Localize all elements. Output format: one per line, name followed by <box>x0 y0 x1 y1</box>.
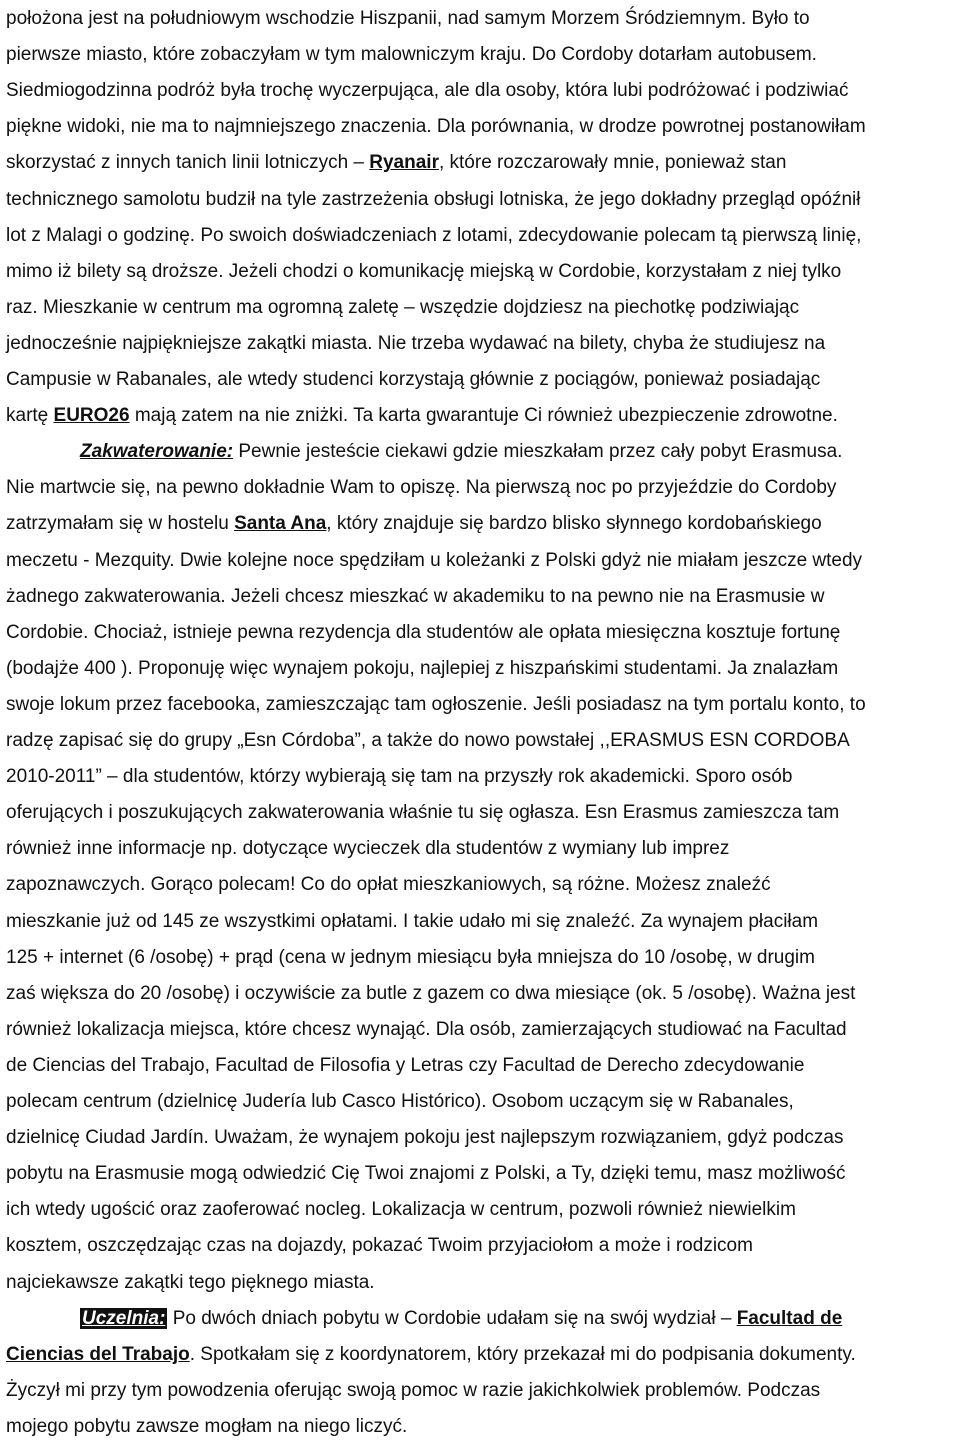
body-text: 2010-2011” – dla studentów, którzy wybierają się tam na przyszły rok akademicki. Sporo osób <box>6 766 793 788</box>
body-text: żadnego zakwaterowania. Jeżeli chcesz mieszkać w akademiku to na pewno nie na Erasmusie w <box>6 585 825 607</box>
body-text: piękne widoki, nie ma to najmniejszego znaczenia. Dla porównania, w drodze powrotnej postanowiłam <box>6 116 866 138</box>
text-line <box>6 947 815 969</box>
underlined-link-text: EURO26 <box>53 405 130 427</box>
body-text: , które rozczarowały mnie, ponieważ stan <box>438 152 787 174</box>
text-line <box>6 838 729 860</box>
body-text: meczetu - Mezquity. Dwie kolejne noce spędziłam u koleżanki z Polski gdyż nie miałam jeszcze wtedy <box>6 549 863 571</box>
text-line <box>6 1344 856 1366</box>
text-line <box>6 8 810 30</box>
text-line <box>6 1308 842 1330</box>
body-text: najciekawsze zakątki tego pięknego miasta. <box>6 1271 375 1293</box>
text-line <box>6 694 866 716</box>
section-heading-highlighted: Uczelnia: <box>82 1307 166 1329</box>
body-text: kosztem, oszczędzając czas na dojazdy, pokazać Twoim przyjaciołom a może i rodzicom <box>6 1235 753 1257</box>
text-line <box>6 116 866 138</box>
body-text: również lokalizacja miejsca, które chcesz wynająć. Dla osób, zamierzających studiować na Facultad <box>6 1018 847 1040</box>
body-text: Pewnie jesteście ciekawi gdzie mieszkałam przez cały pobyt Erasmusa. <box>233 441 843 463</box>
body-text: de Ciencias del Trabajo, Facultad de Filosofia y Letras czy Facultad de Derecho zdecydowanie <box>6 1054 805 1076</box>
body-text: polecam centrum (dzielnicę Judería lub Casco Histórico). Osobom uczącym się w Rabanales, <box>6 1091 794 1112</box>
text-line <box>6 369 820 391</box>
text-line <box>6 477 836 499</box>
text-line <box>6 189 860 211</box>
text-line <box>6 1019 847 1041</box>
text-line <box>6 1055 804 1077</box>
text-line <box>6 513 822 535</box>
body-text: położona jest na południowym wschodzie Hiszpanii, nad samym Morzem Śródziemnym. Było to <box>6 8 810 29</box>
body-text: pierwsze miasto, które zobaczyłam w tym malowniczym kraju. Do Cordoby dotarłam autobusem. <box>6 44 817 66</box>
body-text: pobytu na Erasmusie mogą odwiedzić Cię Twoi znajomi z Polski, a Ty, dzięki temu, masz możliwość <box>6 1163 846 1185</box>
section-heading: Zakwaterowanie: <box>80 441 234 463</box>
body-text: lot z Malagi o godzinę. Po swoich doświadczeniach z lotami, zdecydowanie polecam tą pierwszą linię, <box>6 224 862 246</box>
body-text: swoje lokum przez facebooka, zamieszczając tam ogłoszenie. Jeśli posiadasz na tym portalu konto, to <box>6 693 866 715</box>
underlined-link-text: Santa Ana <box>234 513 327 535</box>
body-text: mają zatem na nie zniżki. Ta karta gwarantuje Ci również ubezpieczenie zdrowotne. <box>129 405 838 427</box>
body-text: 125 + internet (6 /osobę) + prąd (cena w jednym miesiącu była mniejsza do 10 /osobę, w drugim <box>6 946 815 968</box>
text-line <box>6 766 792 788</box>
text-line <box>6 874 771 896</box>
body-text: Życzył mi przy tym powodzenia oferując swoją pomoc w razie jakichkolwiek problemów. Podczas <box>6 1379 821 1401</box>
text-line <box>6 80 848 102</box>
body-text: oferujących i poszukujących zakwaterowania właśnie tu się ogłasza. Esn Erasmus zamieszcza tam <box>6 802 840 824</box>
body-text: zatrzymałam się w hostelu <box>6 513 235 535</box>
text-line <box>6 44 817 66</box>
body-text: zapoznawczych. Gorąco polecam! Co do opłat mieszkaniowych, są różne. Możesz znaleźć <box>6 874 771 896</box>
underlined-link-text: Facultad de <box>736 1307 843 1329</box>
underlined-link-text: Ryanair <box>369 152 439 174</box>
body-text: raz. Mieszkanie w centrum ma ogromną zaletę – wszędzie dojdziesz na piechotkę podziwiając <box>6 296 800 318</box>
text-line <box>6 1091 794 1113</box>
text-line <box>6 333 825 355</box>
body-text: dzielnicę Ciudad Jardín. Uważam, że wynajem pokoju jest najlepszym rozwiązaniem, gdyż podczas <box>6 1127 844 1149</box>
text-line <box>6 802 839 824</box>
text-line <box>6 983 855 1005</box>
text-line <box>6 297 799 319</box>
text-line <box>6 405 838 427</box>
text-line <box>6 911 818 933</box>
body-text: skorzystać z innych tanich linii lotniczych – <box>6 152 370 174</box>
text-line <box>6 1235 753 1257</box>
text-line <box>6 261 841 283</box>
text-line <box>6 658 838 680</box>
text-line <box>6 622 840 644</box>
body-text: mimo iż bilety są droższe. Jeżeli chodzi o komunikację miejską w Cordobie, korzystałam z niej tylko <box>6 260 842 282</box>
text-line <box>6 441 842 463</box>
body-text: , który znajduje się bardzo blisko słynnego kordobańskiego <box>326 513 822 535</box>
body-text: Siedmiogodzinna podróż była trochę wyczerpująca, ale dla osoby, która lubi podróżować i podziwiać <box>6 80 849 102</box>
text-line <box>6 225 861 247</box>
body-text: technicznego samolotu budził na tyle zastrzeżenia obsługi lotniska, że jego dokładny przegląd opóźnił <box>6 188 861 210</box>
body-text: Campusie w Rabanales, ale wtedy studenci korzystają głównie z pociągów, ponieważ posiadając <box>6 369 821 390</box>
body-text: radzę zapisać się do grupy „Esn Córdoba”, a także do nowo powstałej ,,ERASMUS ESN CORDOBA <box>6 730 850 751</box>
body-text: (bodajże 400 ). Proponuję więc wynajem pokoju, najlepiej z hiszpańskimi studentami. Ja znalazłam <box>6 657 839 679</box>
text-line <box>6 1416 407 1438</box>
body-text: kartę <box>6 405 54 427</box>
body-text: Po dwóch dniach pobytu w Cordobie udałam się na swój wydział – <box>167 1307 737 1329</box>
body-text: mojego pobytu zawsze mogłam na niego liczyć. <box>6 1415 408 1437</box>
text-line <box>6 1272 375 1294</box>
underlined-link-text: Ciencias del Trabajo <box>6 1343 190 1365</box>
text-line <box>6 1380 820 1402</box>
body-text: zaś większa do 20 /osobę) i oczywiście za butle z gazem co dwa miesiące (ok. 5 /osobę). Ważna jest <box>6 982 856 1004</box>
body-text: Cordobie. Chociaż, istnieje pewna rezydencja dla studentów ale opłata miesięczna kosztuje fortunę <box>6 621 841 643</box>
body-text: jednocześnie najpiękniejsze zakątki miasta. Nie trzeba wydawać na bilety, chyba że studiujesz na <box>6 332 826 354</box>
text-line <box>6 550 862 572</box>
body-text: również inne informacje np. dotyczące wycieczek dla studentów z wymiany lub imprez <box>6 838 730 860</box>
body-text: ich wtedy ugościć oraz zaoferować nocleg. Lokalizacja w centrum, pozwoli również niewielkim <box>6 1199 796 1221</box>
text-line <box>6 152 786 174</box>
body-text: Nie martwcie się, na pewno dokładnie Wam to opiszę. Na pierwszą noc po przyjeździe do Cordoby <box>6 477 837 499</box>
text-line <box>6 1163 846 1185</box>
body-text: . Spotkałam się z koordynatorem, który przekazał mi do podpisania dokumenty. <box>189 1343 856 1365</box>
text-line <box>6 730 850 752</box>
text-line <box>6 586 824 608</box>
body-text: mieszkanie już od 145 ze wszystkimi opłatami. I takie udało mi się znaleźć. Za wynajem płaciłam <box>6 910 819 932</box>
text-line <box>6 1199 796 1221</box>
text-line <box>6 1127 843 1149</box>
